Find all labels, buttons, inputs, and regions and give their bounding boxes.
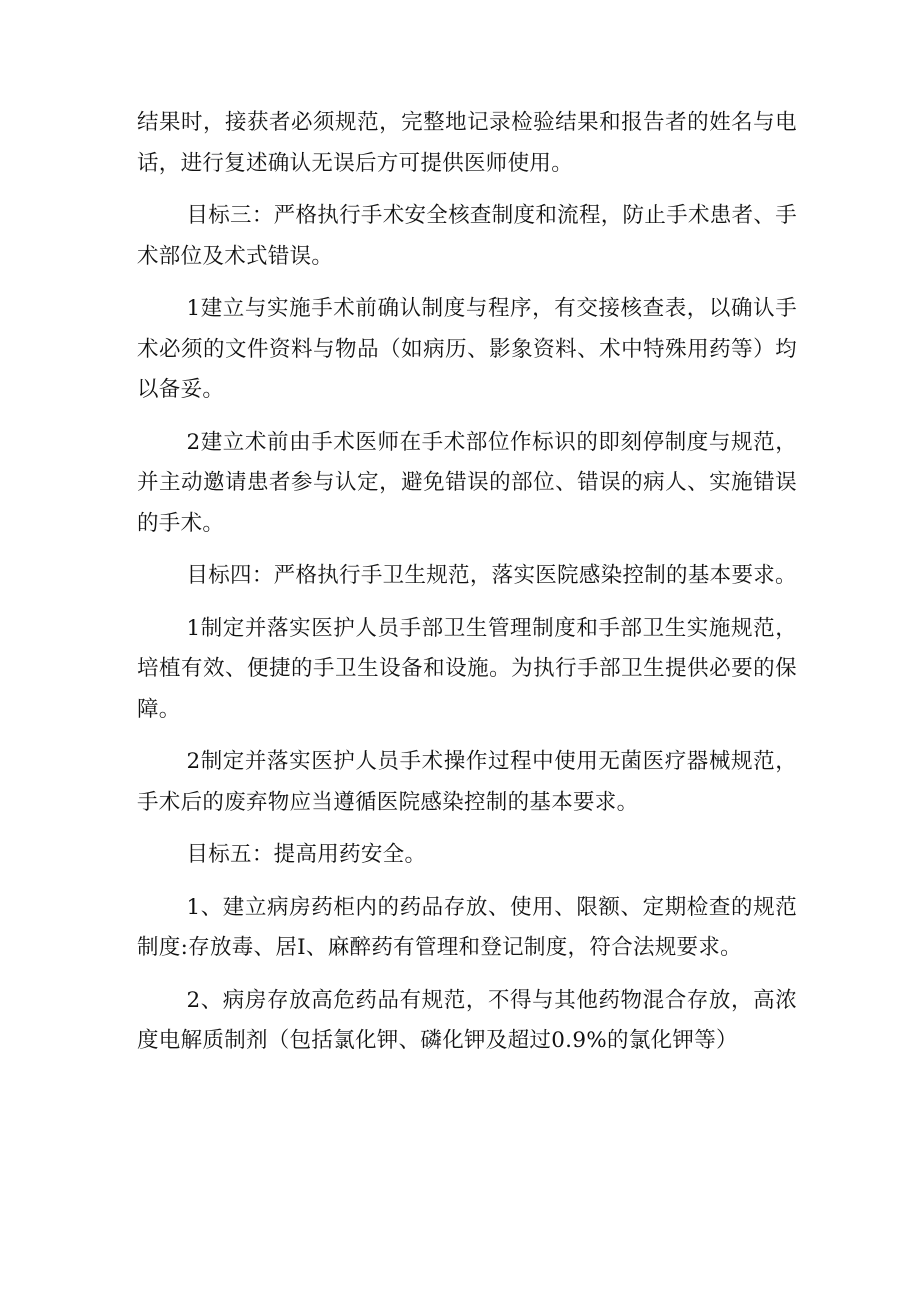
- paragraph-goal-four: 目标四：严格执行手卫生规范，落实医院感染控制的基本要求。: [186, 563, 797, 588]
- paragraph-goal-five-item-2: 2、病房存放高危药品有规范，不得与其他药物混合存放，高浓度电解质制剂（包括氯化钾、磷化钾及超过0.9%的氯化钾等）: [137, 987, 797, 1053]
- paragraph-goal-four-item-1: 1制定并落实医护人员手部卫生管理制度和手部卫生实施规范，培植有效、便捷的手卫生设备和设施。为执行手部卫生提供必要的保障。: [137, 615, 797, 722]
- paragraph-goal-three-item-1: 1建立与实施手术前确认制度与程序，有交接核查表，以确认手术必须的文件资料与物品（如病历、影象资料、术中特殊用药等）均以备妥。: [137, 296, 797, 402]
- paragraph-goal-five: 目标五：提高用药安全。: [186, 842, 427, 867]
- paragraph-goal-three: 目标三：严格执行手术安全核查制度和流程，防止手术患者、手术部位及术式错误。: [137, 203, 797, 269]
- paragraph-goal-five-item-1: 1、建立病房药柜内的药品存放、使用、限额、定期检查的规范制度:存放毒、居I、麻醉药有管理和登记制度，符合法规要求。: [137, 894, 797, 960]
- paragraph-goal-four-item-2: 2制定并落实医护人员手术操作过程中使用无菌医疗器械规范，手术后的废弃物应当遵循医院感染控制的基本要求。: [137, 749, 797, 815]
- paragraph-continuation: 结果时，接获者必须规范，完整地记录检验结果和报告者的姓名与电话，进行复述确认无误后方可提供医师使用。: [137, 110, 797, 176]
- paragraph-goal-three-item-2: 2建立术前由手术医师在手术部位作标识的即刻停制度与规范，并主动邀请患者参与认定，避免错误的部位、错误的病人、实施错误的手术。: [137, 429, 797, 536]
- document-body: [137, 103, 797, 1074]
